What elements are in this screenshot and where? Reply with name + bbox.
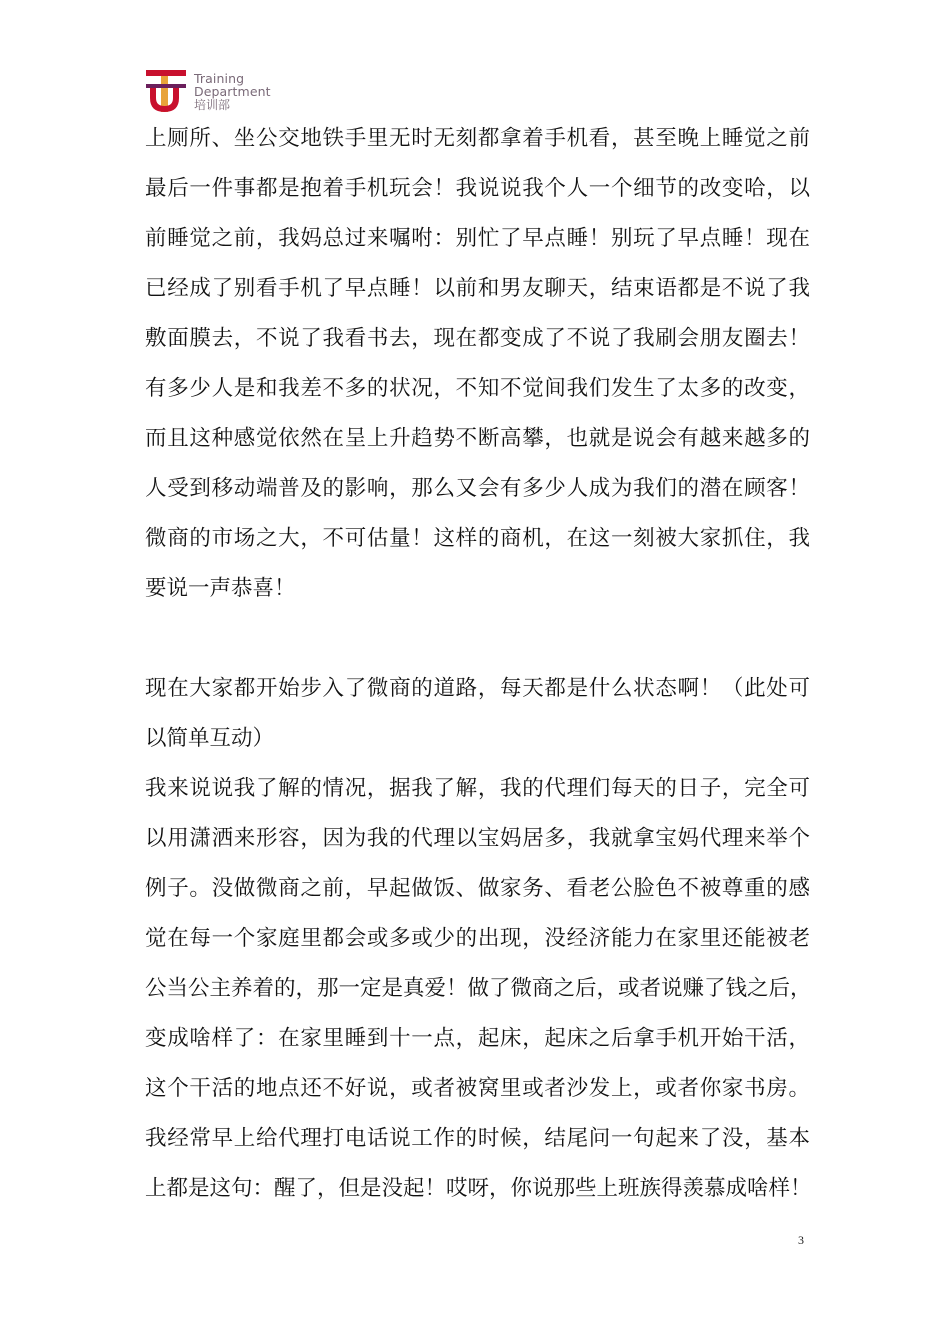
page-number: 3 xyxy=(798,1233,804,1247)
text-line: 以简单互动） xyxy=(145,726,275,751)
logo-line-training: Training xyxy=(194,71,245,86)
text-line: 变成啥样了：在家里睡到十一点，起床，起床之后拿手机开始干活， xyxy=(145,1026,810,1051)
paragraph-gap xyxy=(145,614,810,664)
paragraph-3 xyxy=(145,764,810,1214)
paragraph-2 xyxy=(145,664,810,764)
text-line: 而且这种感觉依然在呈上升趋势不断高攀，也就是说会有越来越多的 xyxy=(145,426,810,451)
text-line: 人受到移动端普及的影响，那么又会有多少人成为我们的潜在顾客！ xyxy=(145,476,810,501)
text-line: 已经成了别看手机了早点睡！以前和男友聊天，结束语都是不说了我 xyxy=(145,276,810,301)
text-line: 例子。没做微商之前，早起做饭、做家务、看老公脸色不被尊重的感 xyxy=(145,876,810,901)
logo-text xyxy=(194,72,271,112)
text-line: 有多少人是和我差不多的状况，不知不觉间我们发生了太多的改变， xyxy=(145,376,810,401)
text-line: 前睡觉之前，我妈总过来嘱咐：别忙了早点睡！别玩了早点睡！现在 xyxy=(145,226,810,251)
text-line: 要说一声恭喜！ xyxy=(145,576,296,601)
text-line: 觉在每一个家庭里都会或多或少的出现，没经济能力在家里还能被老 xyxy=(145,926,810,951)
text-line: 公当公主养着的，那一定是真爱！做了微商之后，或者说赚了钱之后， xyxy=(145,976,812,1001)
text-line: 这个干活的地点还不好说，或者被窝里或者沙发上，或者你家书房。 xyxy=(145,1076,810,1101)
paragraph-1 xyxy=(145,114,810,614)
text-line: 现在大家都开始步入了微商的道路，每天都是什么状态啊！（此处可 xyxy=(145,676,810,701)
document-body xyxy=(145,114,810,1214)
page-header xyxy=(146,70,271,116)
logo-line-department: Department xyxy=(194,84,271,100)
training-department-logo-icon xyxy=(146,70,190,116)
logo-line-chinese: 培训部 xyxy=(194,98,231,113)
text-line: 上厕所、坐公交地铁手里无时无刻都拿着手机看，甚至晚上睡觉之前 xyxy=(145,126,810,151)
text-line: 微商的市场之大，不可估量！这样的商机，在这一刻被大家抓住，我 xyxy=(145,526,810,551)
text-line: 我经常早上给代理打电话说工作的时候，结尾问一句起来了没，基本 xyxy=(145,1126,810,1151)
text-line: 以用潇洒来形容，因为我的代理以宝妈居多，我就拿宝妈代理来举个 xyxy=(145,826,810,851)
text-line: 敷面膜去，不说了我看书去，现在都变成了不说了我刷会朋友圈去！ xyxy=(145,326,810,351)
text-line: 上都是这句：醒了，但是没起！哎呀，你说那些上班族得羡慕成啥样！ xyxy=(145,1176,812,1201)
text-line: 最后一件事都是抱着手机玩会！我说说我个人一个细节的改变哈，以 xyxy=(145,176,810,201)
text-line: 我来说说我了解的情况，据我了解，我的代理们每天的日子，完全可 xyxy=(145,776,810,801)
